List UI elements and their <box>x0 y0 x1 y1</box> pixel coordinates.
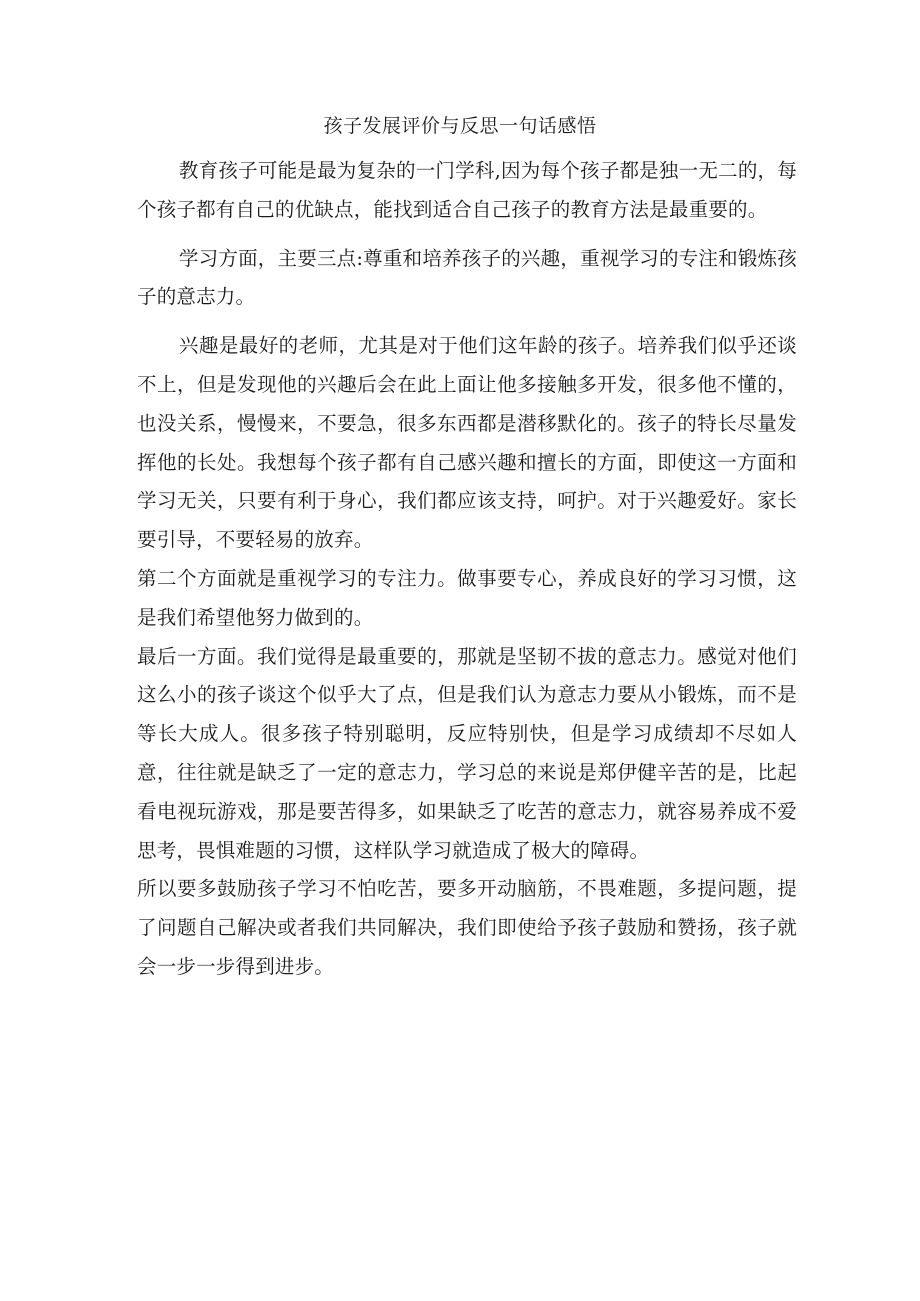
document-body <box>137 152 797 987</box>
paragraph-intro: 教育孩子可能是最为复杂的一门学科,因为每个孩子都是独一无二的，每个孩子都有自己的优缺点，能找到适合自己孩子的教育方法是最重要的。 <box>137 159 797 221</box>
document-title: 孩子发展评价与反思一句话感悟 <box>323 115 597 137</box>
paragraph-study-overview: 学习方面，主要三点:尊重和培养孩子的兴趣，重视学习的专注和锻炼孩子的意志力。 <box>137 246 797 309</box>
paragraph-encouragement: 所以要多鼓励孩子学习不怕吃苦，要多开动脑筋，不畏难题，多提问题，提了问题自己解决或者我们共同解决，我们即使给予孩子鼓励和赞扬，孩子就会一步一步得到进步。 <box>137 877 797 978</box>
paragraph-willpower: 最后一方面。我们觉得是最重要的，那就是坚韧不拔的意志力。感觉对他们这么小的孩子谈这个似乎大了点，但是我们认为意志力要从小锻炼，而不是等长大成人。很多孩子特别聪明，反应特别快，但是学习成绩却不尽如人意，往往就是缺乏了一定的意志力，学习总的来说是郑伊健辛苦的是，比起看电视玩游戏，那是要苦得多，如果缺乏了吃苦的意志力，就容易养成不爱思考，畏惧难题的习惯，这样队学习就造成了极大的障碍。 <box>137 644 797 862</box>
paragraph-focus: 第二个方面就是重视学习的专注力。做事要专心，养成良好的学习习惯，这是我们希望他努力做到的。 <box>137 566 797 629</box>
paragraph-interest: 兴趣是最好的老师，尤其是对于他们这年龄的孩子。培养我们似乎还谈不上，但是发现他的兴趣后会在此上面让他多接触多开发，很多他不懂的，也没关系，慢慢来，不要急，很多东西都是潜移默化的。孩子的特长尽量发挥他的长处。我想每个孩子都有自己感兴趣和擅长的方面，即使这一方面和学习无关，只要有利于身心，我们都应该支持，呵护。对于兴趣爱好。家长要引导，不要轻易的放弃。 <box>137 334 797 552</box>
